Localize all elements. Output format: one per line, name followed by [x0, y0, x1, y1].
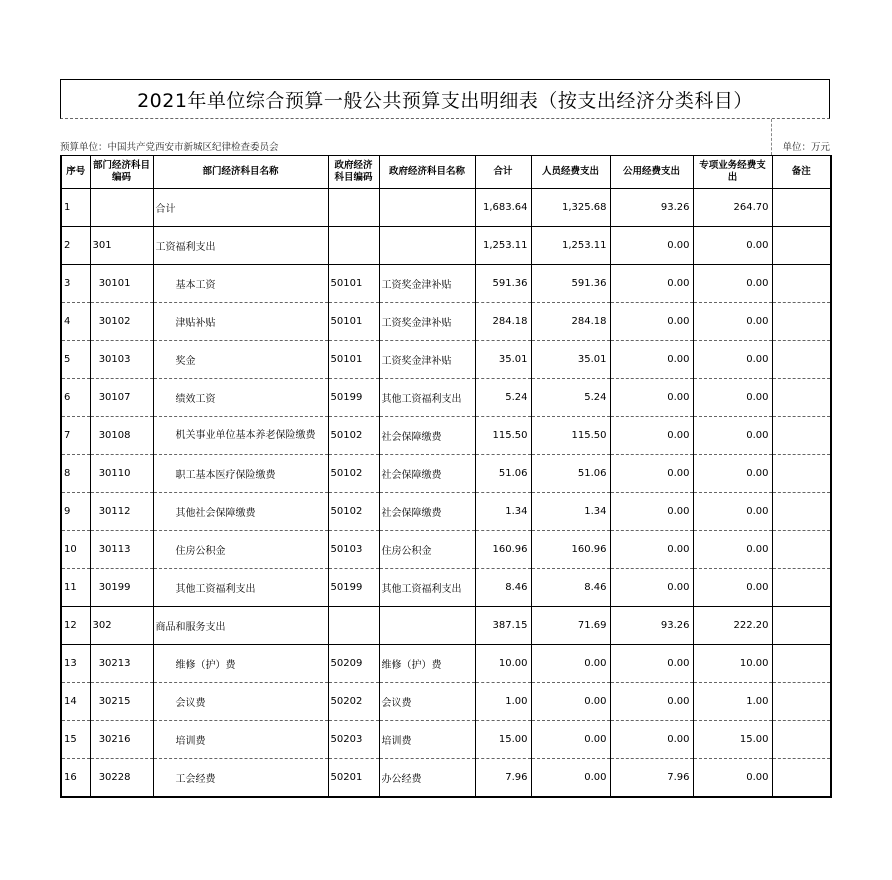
- table-row: [61, 607, 831, 645]
- cell-personnel: 0.00: [531, 683, 610, 721]
- col-total: 合计: [475, 156, 531, 189]
- cell-gov-name: 社会保障缴费: [379, 417, 475, 455]
- cell-special: 0.00: [693, 265, 772, 303]
- col-public: 公用经费支出: [610, 156, 693, 189]
- cell-special: 0.00: [693, 569, 772, 607]
- cell-gov-code: 50203: [328, 721, 379, 759]
- cell-gov-name: [379, 607, 475, 645]
- cell-gov-name: 社会保障缴费: [379, 493, 475, 531]
- cell-special: 0.00: [693, 303, 772, 341]
- cell-special: 10.00: [693, 645, 772, 683]
- cell-gov-code: 50103: [328, 531, 379, 569]
- cell-total: 15.00: [475, 721, 531, 759]
- cell-dept-code: 30216: [90, 721, 153, 759]
- col-seq: 序号: [61, 156, 90, 189]
- cell-total: 160.96: [475, 531, 531, 569]
- cell-dept-name: 机关事业单位基本养老保险缴费: [153, 417, 328, 455]
- cell-seq: 11: [61, 569, 90, 607]
- cell-public: 93.26: [610, 607, 693, 645]
- budget-unit: 预算单位：中国共产党西安市新城区纪律检查委员会: [60, 142, 279, 153]
- cell-total: 1,683.64: [475, 189, 531, 227]
- cell-dept-code: 30103: [90, 341, 153, 379]
- cell-gov-code: 50101: [328, 303, 379, 341]
- cell-special: 0.00: [693, 341, 772, 379]
- cell-public: 0.00: [610, 721, 693, 759]
- cell-special: 222.20: [693, 607, 772, 645]
- table-row: [61, 379, 831, 417]
- cell-public: 7.96: [610, 759, 693, 798]
- cell-personnel: 0.00: [531, 645, 610, 683]
- cell-dept-name: 基本工资: [153, 265, 328, 303]
- cell-remark: [772, 227, 831, 265]
- table-row: [61, 493, 831, 531]
- cell-personnel: 35.01: [531, 341, 610, 379]
- cell-gov-code: 50199: [328, 379, 379, 417]
- cell-remark: [772, 455, 831, 493]
- cell-gov-code: [328, 189, 379, 227]
- cell-special: 1.00: [693, 683, 772, 721]
- cell-gov-name: 社会保障缴费: [379, 455, 475, 493]
- cell-total: 5.24: [475, 379, 531, 417]
- cell-dept-name: 培训费: [153, 721, 328, 759]
- cell-total: 284.18: [475, 303, 531, 341]
- cell-dept-code: 30101: [90, 265, 153, 303]
- cell-remark: [772, 531, 831, 569]
- cell-public: 0.00: [610, 493, 693, 531]
- cell-personnel: 284.18: [531, 303, 610, 341]
- cell-dept-code: 30102: [90, 303, 153, 341]
- cell-personnel: 115.50: [531, 417, 610, 455]
- budget-sheet: [60, 79, 830, 798]
- cell-public: 0.00: [610, 531, 693, 569]
- table-row: [61, 569, 831, 607]
- cell-total: 51.06: [475, 455, 531, 493]
- cell-dept-name: 商品和服务支出: [153, 607, 328, 645]
- cell-public: 0.00: [610, 227, 693, 265]
- cell-dept-name: 其他社会保障缴费: [153, 493, 328, 531]
- cell-remark: [772, 417, 831, 455]
- currency-unit: 单位：万元: [782, 142, 830, 153]
- cell-special: 264.70: [693, 189, 772, 227]
- col-personnel: 人员经费支出: [531, 156, 610, 189]
- cell-gov-code: 50102: [328, 417, 379, 455]
- cell-dept-code: 30228: [90, 759, 153, 798]
- cell-remark: [772, 341, 831, 379]
- cell-gov-name: 维修（护）费: [379, 645, 475, 683]
- expense-table: [60, 155, 832, 798]
- cell-gov-code: 50101: [328, 265, 379, 303]
- col-gov-name: 政府经济科目名称: [379, 156, 475, 189]
- cell-dept-name: 绩效工资: [153, 379, 328, 417]
- cell-personnel: 51.06: [531, 455, 610, 493]
- cell-dept-code: 302: [90, 607, 153, 645]
- meta-divider: [771, 119, 772, 155]
- cell-gov-name: [379, 189, 475, 227]
- cell-seq: 13: [61, 645, 90, 683]
- cell-dept-name: 合计: [153, 189, 328, 227]
- cell-dept-code: 30113: [90, 531, 153, 569]
- cell-gov-code: [328, 227, 379, 265]
- cell-special: 0.00: [693, 455, 772, 493]
- cell-public: 0.00: [610, 455, 693, 493]
- cell-special: 0.00: [693, 531, 772, 569]
- cell-seq: 9: [61, 493, 90, 531]
- cell-public: 0.00: [610, 265, 693, 303]
- cell-total: 1.34: [475, 493, 531, 531]
- cell-remark: [772, 493, 831, 531]
- cell-gov-code: 50102: [328, 455, 379, 493]
- cell-dept-code: [90, 189, 153, 227]
- cell-gov-name: 其他工资福利支出: [379, 379, 475, 417]
- cell-dept-code: 30213: [90, 645, 153, 683]
- cell-total: 387.15: [475, 607, 531, 645]
- cell-gov-name: 办公经费: [379, 759, 475, 798]
- cell-seq: 7: [61, 417, 90, 455]
- cell-dept-code: 30112: [90, 493, 153, 531]
- cell-gov-name: 其他工资福利支出: [379, 569, 475, 607]
- cell-special: 0.00: [693, 227, 772, 265]
- cell-public: 0.00: [610, 645, 693, 683]
- meta-row: [60, 119, 830, 155]
- cell-seq: 16: [61, 759, 90, 798]
- cell-seq: 1: [61, 189, 90, 227]
- cell-seq: 2: [61, 227, 90, 265]
- cell-dept-code: 30215: [90, 683, 153, 721]
- table-row: [61, 265, 831, 303]
- cell-dept-name: 奖金: [153, 341, 328, 379]
- cell-dept-name: 维修（护）费: [153, 645, 328, 683]
- cell-seq: 4: [61, 303, 90, 341]
- cell-special: 0.00: [693, 379, 772, 417]
- table-row: [61, 303, 831, 341]
- cell-dept-name: 住房公积金: [153, 531, 328, 569]
- table-row: [61, 683, 831, 721]
- cell-personnel: 591.36: [531, 265, 610, 303]
- table-row: [61, 759, 831, 798]
- cell-remark: [772, 607, 831, 645]
- cell-special: 0.00: [693, 759, 772, 798]
- cell-dept-name: 津贴补贴: [153, 303, 328, 341]
- cell-dept-code: 30108: [90, 417, 153, 455]
- cell-personnel: 0.00: [531, 721, 610, 759]
- cell-personnel: 8.46: [531, 569, 610, 607]
- table-row: [61, 455, 831, 493]
- cell-special: 0.00: [693, 493, 772, 531]
- cell-dept-name: 职工基本医疗保险缴费: [153, 455, 328, 493]
- cell-total: 10.00: [475, 645, 531, 683]
- col-dept-code: 部门经济科目编码: [90, 156, 153, 189]
- cell-gov-code: 50101: [328, 341, 379, 379]
- table-row: [61, 531, 831, 569]
- cell-total: 115.50: [475, 417, 531, 455]
- cell-gov-name: 会议费: [379, 683, 475, 721]
- cell-remark: [772, 569, 831, 607]
- cell-seq: 12: [61, 607, 90, 645]
- cell-dept-name: 工资福利支出: [153, 227, 328, 265]
- cell-gov-name: [379, 227, 475, 265]
- col-special: 专项业务经费支出: [693, 156, 772, 189]
- cell-gov-name: 住房公积金: [379, 531, 475, 569]
- cell-total: 1,253.11: [475, 227, 531, 265]
- cell-gov-name: 培训费: [379, 721, 475, 759]
- cell-gov-code: 50201: [328, 759, 379, 798]
- cell-dept-code: 30110: [90, 455, 153, 493]
- cell-dept-code: 30199: [90, 569, 153, 607]
- cell-remark: [772, 265, 831, 303]
- cell-gov-code: 50102: [328, 493, 379, 531]
- cell-personnel: 160.96: [531, 531, 610, 569]
- table-row: [61, 721, 831, 759]
- cell-gov-code: 50202: [328, 683, 379, 721]
- cell-seq: 6: [61, 379, 90, 417]
- cell-public: 0.00: [610, 569, 693, 607]
- cell-remark: [772, 759, 831, 798]
- cell-dept-name: 会议费: [153, 683, 328, 721]
- cell-personnel: 1,325.68: [531, 189, 610, 227]
- cell-total: 35.01: [475, 341, 531, 379]
- cell-public: 0.00: [610, 683, 693, 721]
- cell-seq: 8: [61, 455, 90, 493]
- cell-public: 0.00: [610, 379, 693, 417]
- cell-dept-code: 301: [90, 227, 153, 265]
- cell-remark: [772, 189, 831, 227]
- cell-special: 0.00: [693, 417, 772, 455]
- cell-total: 1.00: [475, 683, 531, 721]
- cell-seq: 10: [61, 531, 90, 569]
- cell-remark: [772, 645, 831, 683]
- cell-gov-name: 工资奖金津补贴: [379, 303, 475, 341]
- cell-dept-name: 工会经费: [153, 759, 328, 798]
- cell-remark: [772, 379, 831, 417]
- cell-personnel: 71.69: [531, 607, 610, 645]
- page-title: 2021年单位综合预算一般公共预算支出明细表（按支出经济分类科目）: [60, 79, 830, 119]
- table-row: [61, 417, 831, 455]
- table-row: [61, 645, 831, 683]
- cell-special: 15.00: [693, 721, 772, 759]
- table-row: [61, 341, 831, 379]
- cell-gov-code: [328, 607, 379, 645]
- cell-seq: 3: [61, 265, 90, 303]
- cell-seq: 5: [61, 341, 90, 379]
- col-dept-name: 部门经济科目名称: [153, 156, 328, 189]
- cell-personnel: 1.34: [531, 493, 610, 531]
- cell-remark: [772, 303, 831, 341]
- cell-total: 591.36: [475, 265, 531, 303]
- col-gov-code: 政府经济科目编码: [328, 156, 379, 189]
- cell-gov-code: 50209: [328, 645, 379, 683]
- table-row: [61, 227, 831, 265]
- cell-gov-name: 工资奖金津补贴: [379, 341, 475, 379]
- cell-gov-name: 工资奖金津补贴: [379, 265, 475, 303]
- cell-remark: [772, 683, 831, 721]
- cell-public: 0.00: [610, 417, 693, 455]
- cell-public: 0.00: [610, 341, 693, 379]
- cell-gov-code: 50199: [328, 569, 379, 607]
- cell-personnel: 0.00: [531, 759, 610, 798]
- col-remark: 备注: [772, 156, 831, 189]
- cell-personnel: 5.24: [531, 379, 610, 417]
- cell-remark: [772, 721, 831, 759]
- cell-seq: 14: [61, 683, 90, 721]
- cell-total: 8.46: [475, 569, 531, 607]
- cell-dept-code: 30107: [90, 379, 153, 417]
- cell-public: 0.00: [610, 303, 693, 341]
- table-row: [61, 189, 831, 227]
- cell-personnel: 1,253.11: [531, 227, 610, 265]
- cell-seq: 15: [61, 721, 90, 759]
- cell-total: 7.96: [475, 759, 531, 798]
- header-row: [61, 156, 831, 189]
- cell-dept-name: 其他工资福利支出: [153, 569, 328, 607]
- cell-public: 93.26: [610, 189, 693, 227]
